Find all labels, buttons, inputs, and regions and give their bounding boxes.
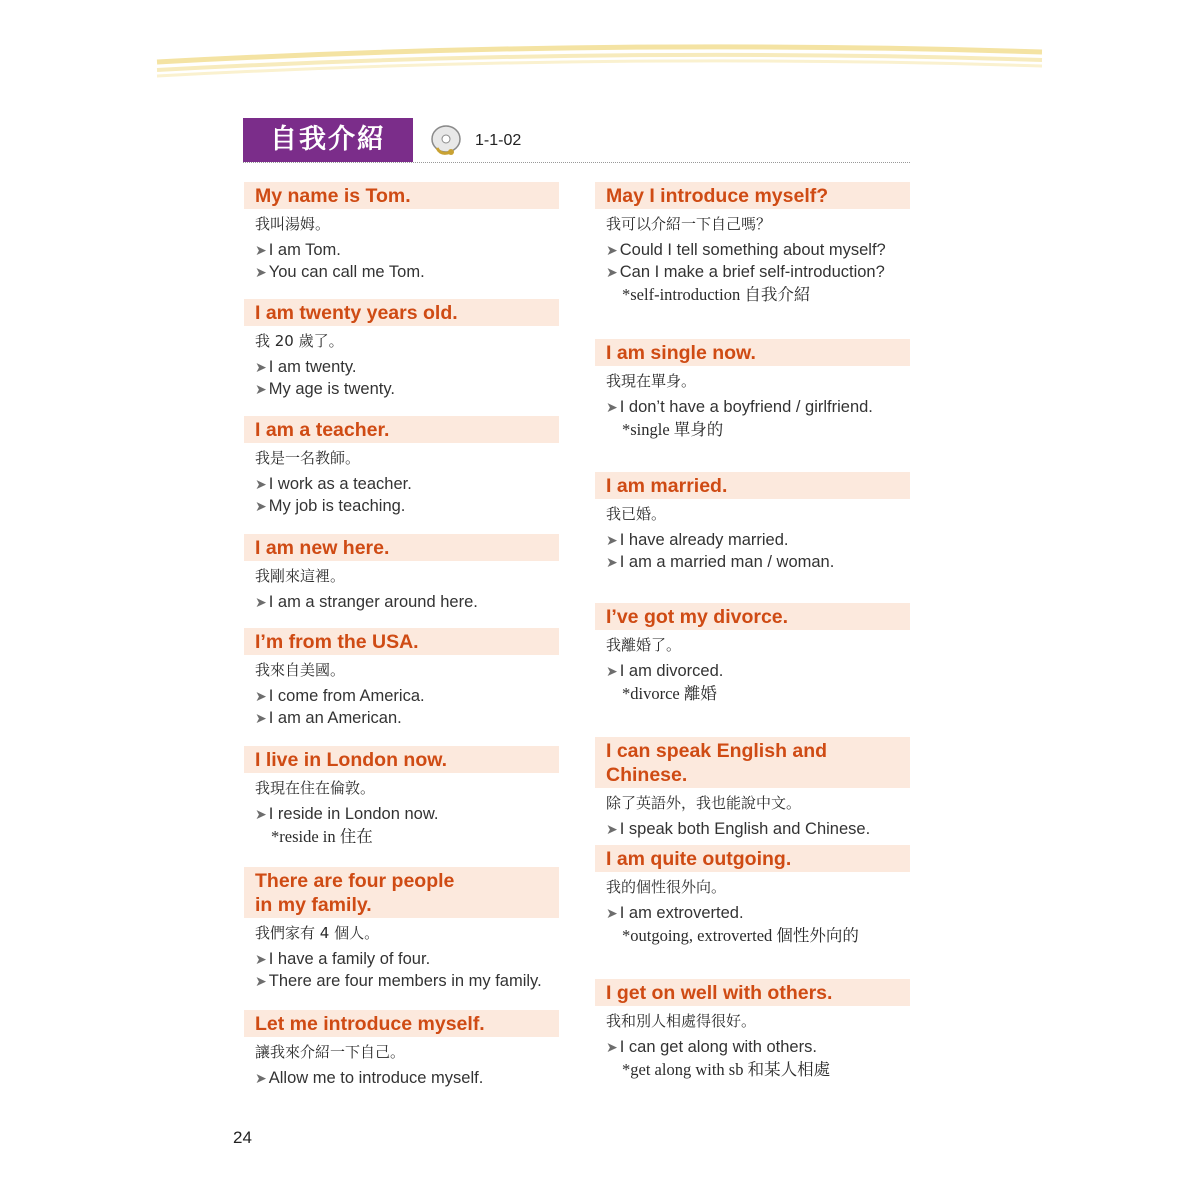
left-column	[244, 182, 559, 1100]
chinese-translation: 我已婚。	[606, 505, 667, 523]
audio-cd-icon	[429, 122, 463, 156]
phrase-entry	[595, 979, 910, 1089]
phrase-heading: My name is Tom.	[244, 182, 559, 209]
phrase-heading: I am twenty years old.	[244, 299, 559, 326]
arrow-icon: ➤	[255, 594, 267, 610]
arrow-icon: ➤	[606, 905, 618, 921]
vocab-note: *outgoing, extroverted 個性外向的	[622, 926, 859, 945]
example-sentence: ➤ Allow me to introduce myself.	[255, 1069, 484, 1087]
phrase-heading: I am quite outgoing.	[595, 845, 910, 872]
chinese-translation: 我現在單身。	[606, 372, 697, 390]
phrase-entry	[595, 737, 910, 845]
example-sentence: ➤ My age is twenty.	[255, 380, 395, 398]
example-sentence: ➤ I work as a teacher.	[255, 475, 412, 493]
vocab-note: *get along with sb 和某人相處	[622, 1060, 831, 1079]
example-sentence: ➤ I am an American.	[255, 709, 402, 727]
arrow-icon: ➤	[255, 973, 267, 989]
example-sentence: ➤ My job is teaching.	[255, 497, 406, 515]
vocab-note: *divorce 離婚	[622, 684, 717, 703]
phrase-heading: I’ve got my divorce.	[595, 603, 910, 630]
chinese-translation: 我和別人相處得很好。	[606, 1012, 757, 1030]
example-sentence: ➤ I am twenty.	[255, 358, 357, 376]
arrow-icon: ➤	[606, 264, 618, 280]
phrase-entry	[595, 339, 910, 472]
phrase-heading: I am new here.	[244, 534, 559, 561]
example-sentence: ➤ There are four members in my family.	[255, 972, 542, 990]
phrase-heading: I can speak English and Chinese.	[595, 737, 910, 788]
arrow-icon: ➤	[606, 821, 618, 837]
arrow-icon: ➤	[255, 359, 267, 375]
phrase-entry	[244, 867, 559, 1010]
arrow-icon: ➤	[606, 242, 618, 258]
example-sentence: ➤ I am divorced.	[606, 662, 724, 680]
arrow-icon: ➤	[255, 476, 267, 492]
phrase-entry	[244, 628, 559, 746]
example-sentence: ➤ You can call me Tom.	[255, 263, 425, 281]
phrase-entry	[244, 746, 559, 867]
example-sentence: ➤ I am a stranger around here.	[255, 593, 478, 611]
phrase-heading: May I introduce myself?	[595, 182, 910, 209]
example-sentence: ➤ I speak both English and Chinese.	[606, 820, 871, 838]
arrow-icon: ➤	[606, 532, 618, 548]
phrase-entry	[595, 845, 910, 979]
phrase-heading: I get on well with others.	[595, 979, 910, 1006]
chinese-translation: 我剛來這裡。	[255, 567, 346, 585]
chinese-translation: 我的個性很外向。	[606, 878, 727, 896]
vocab-note: *single 單身的	[622, 420, 724, 439]
audio-track-number: 1-1-02	[475, 132, 522, 149]
chinese-translation: 我來自美國。	[255, 661, 346, 679]
chinese-translation: 讓我來介紹一下自己。	[255, 1043, 406, 1061]
phrase-entry	[595, 603, 910, 737]
arrow-icon: ➤	[255, 688, 267, 704]
chinese-translation: 我 20 歲了。	[255, 332, 344, 350]
chinese-translation: 我是一名教師。	[255, 449, 361, 467]
arrow-icon: ➤	[606, 554, 618, 570]
phrase-entry	[244, 182, 559, 299]
vocab-note: *reside in 住在	[271, 827, 373, 846]
section-header	[243, 118, 910, 163]
section-title: 自我介紹	[243, 118, 413, 162]
example-sentence: ➤ I come from America.	[255, 687, 425, 705]
chinese-translation: 我離婚了。	[606, 636, 682, 654]
chinese-translation: 我叫湯姆。	[255, 215, 331, 233]
arrow-icon: ➤	[606, 1039, 618, 1055]
phrase-entry	[595, 472, 910, 603]
example-sentence: ➤ I can get along with others.	[606, 1038, 817, 1056]
example-sentence: ➤ Could I tell something about myself?	[606, 241, 886, 259]
chinese-translation: 我現在住在倫敦。	[255, 779, 376, 797]
example-sentence: ➤ I reside in London now.	[255, 805, 439, 823]
page-number: 24	[233, 1128, 252, 1147]
arrow-icon: ➤	[255, 1070, 267, 1086]
example-sentence: ➤ I don’t have a boyfriend / girlfriend.	[606, 398, 873, 416]
vocab-note: *self-introduction 自我介紹	[622, 285, 811, 304]
phrase-entry	[244, 1010, 559, 1100]
arrow-icon: ➤	[606, 663, 618, 679]
decorative-swoosh	[0, 0, 1200, 100]
arrow-icon: ➤	[255, 951, 267, 967]
arrow-icon: ➤	[255, 264, 267, 280]
phrase-heading: I’m from the USA.	[244, 628, 559, 655]
chinese-translation: 我可以介紹一下自己嗎？	[606, 215, 772, 233]
phrase-heading: There are four people in my family.	[244, 867, 559, 918]
arrow-icon: ➤	[606, 399, 618, 415]
example-sentence: ➤ I am a married man / woman.	[606, 553, 835, 571]
phrase-entry	[244, 299, 559, 416]
arrow-icon: ➤	[255, 498, 267, 514]
example-sentence: ➤ I am extroverted.	[606, 904, 744, 922]
arrow-icon: ➤	[255, 806, 267, 822]
phrase-entry	[244, 416, 559, 534]
phrase-heading: I am single now.	[595, 339, 910, 366]
phrase-entry	[244, 534, 559, 628]
example-sentence: ➤ I have a family of four.	[255, 950, 431, 968]
arrow-icon: ➤	[255, 381, 267, 397]
phrase-entry	[595, 182, 910, 339]
phrase-heading: Let me introduce myself.	[244, 1010, 559, 1037]
phrase-heading: I am married.	[595, 472, 910, 499]
right-column	[595, 182, 910, 1089]
example-sentence: ➤ I am Tom.	[255, 241, 341, 259]
chinese-translation: 除了英語外，我也能說中文。	[606, 794, 802, 812]
example-sentence: ➤ Can I make a brief self-introduction?	[606, 263, 885, 281]
chinese-translation: 我們家有 4 個人。	[255, 924, 380, 942]
example-sentence: ➤ I have already married.	[606, 531, 789, 549]
arrow-icon: ➤	[255, 710, 267, 726]
phrase-heading: I am a teacher.	[244, 416, 559, 443]
phrase-heading: I live in London now.	[244, 746, 559, 773]
arrow-icon: ➤	[255, 242, 267, 258]
